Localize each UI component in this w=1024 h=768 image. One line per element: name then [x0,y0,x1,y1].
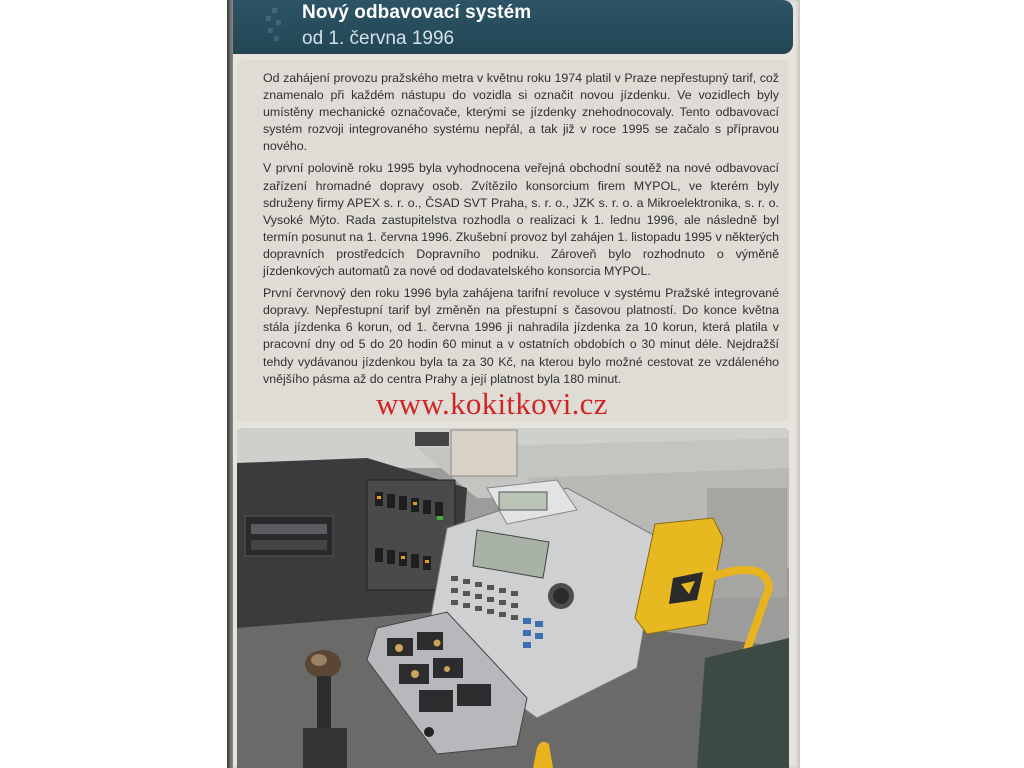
header-decoration [262,8,284,44]
article-body [263,70,779,393]
dashboard-illustration [237,428,789,768]
paragraph-2: V první polovině roku 1995 byla vyhodnocena veřejná obchodní soutěž na nové odbavovací zařízení hromadné dopravy osob. Zvítězilo konsorcium firem MYPOL, ve kterém byly sdruženy firmy APEX s. r. o., ČSAD SVT Praha, s. r. o., JZK s. r. o. a Mikroelektronika, s. r. o. Vysoké Mýto. Rada zastupitelstva rozhodla o realizaci k 1. lednu 1996, ale následně byl termín posunut na 1. června 1996. Zkušební provoz byl zahájen 1. listopadu 1995 v některých dopravních prostředcích Dopravního podniku. Zároveň bylo rozhodnuto o výměně jízdenkových automatů za nové od dodavatelského konsorcia MYPOL. [263,161,779,279]
watermark-text: www.kokitkovi.cz [376,386,608,421]
page-spine-edge [227,0,233,768]
page-subtitle: od 1. června 1996 [302,28,455,49]
page-title: Nový odbavovací systém [302,2,532,23]
paragraph-1: Od zahájení provozu pražského metra v květnu roku 1974 platil v Praze nepřestupný tarif, což znamenalo při každém nástupu do vozidla si označit novou jízdenku. Ve vozidlech byly umístěny mechanické označovače, kterými se jízdenky znehodnocovaly. Tento odbavovací systém rozvoji integrovaného systému nepřál, a tak již v roce 1995 se začalo s přípravou nového. [263,71,779,154]
paragraph-3: První červnový den roku 1996 byla zahájena tarifní revoluce v systému Pražské integrované dopravy. Nepřestupní tarif byl změněn na přestupní s časovou platností. Do konce května stála jízdenka 6 korun, od 1. června 1996 ji nahradila jízdenka za 10 korun, která platila v pracovní dny od 5 do 20 hodin 60 minut a v ostatních obdobích o 30 minut déle. Nejdražší tehdy vydávanou jízdenkou byla ta za 30 Kč, na kterou bylo možné cestovat ze vzdáleného vnějšího pásma až do centra Prahy a její platnost byla 180 minut. [263,286,779,386]
photo-bus-dashboard [237,428,789,768]
